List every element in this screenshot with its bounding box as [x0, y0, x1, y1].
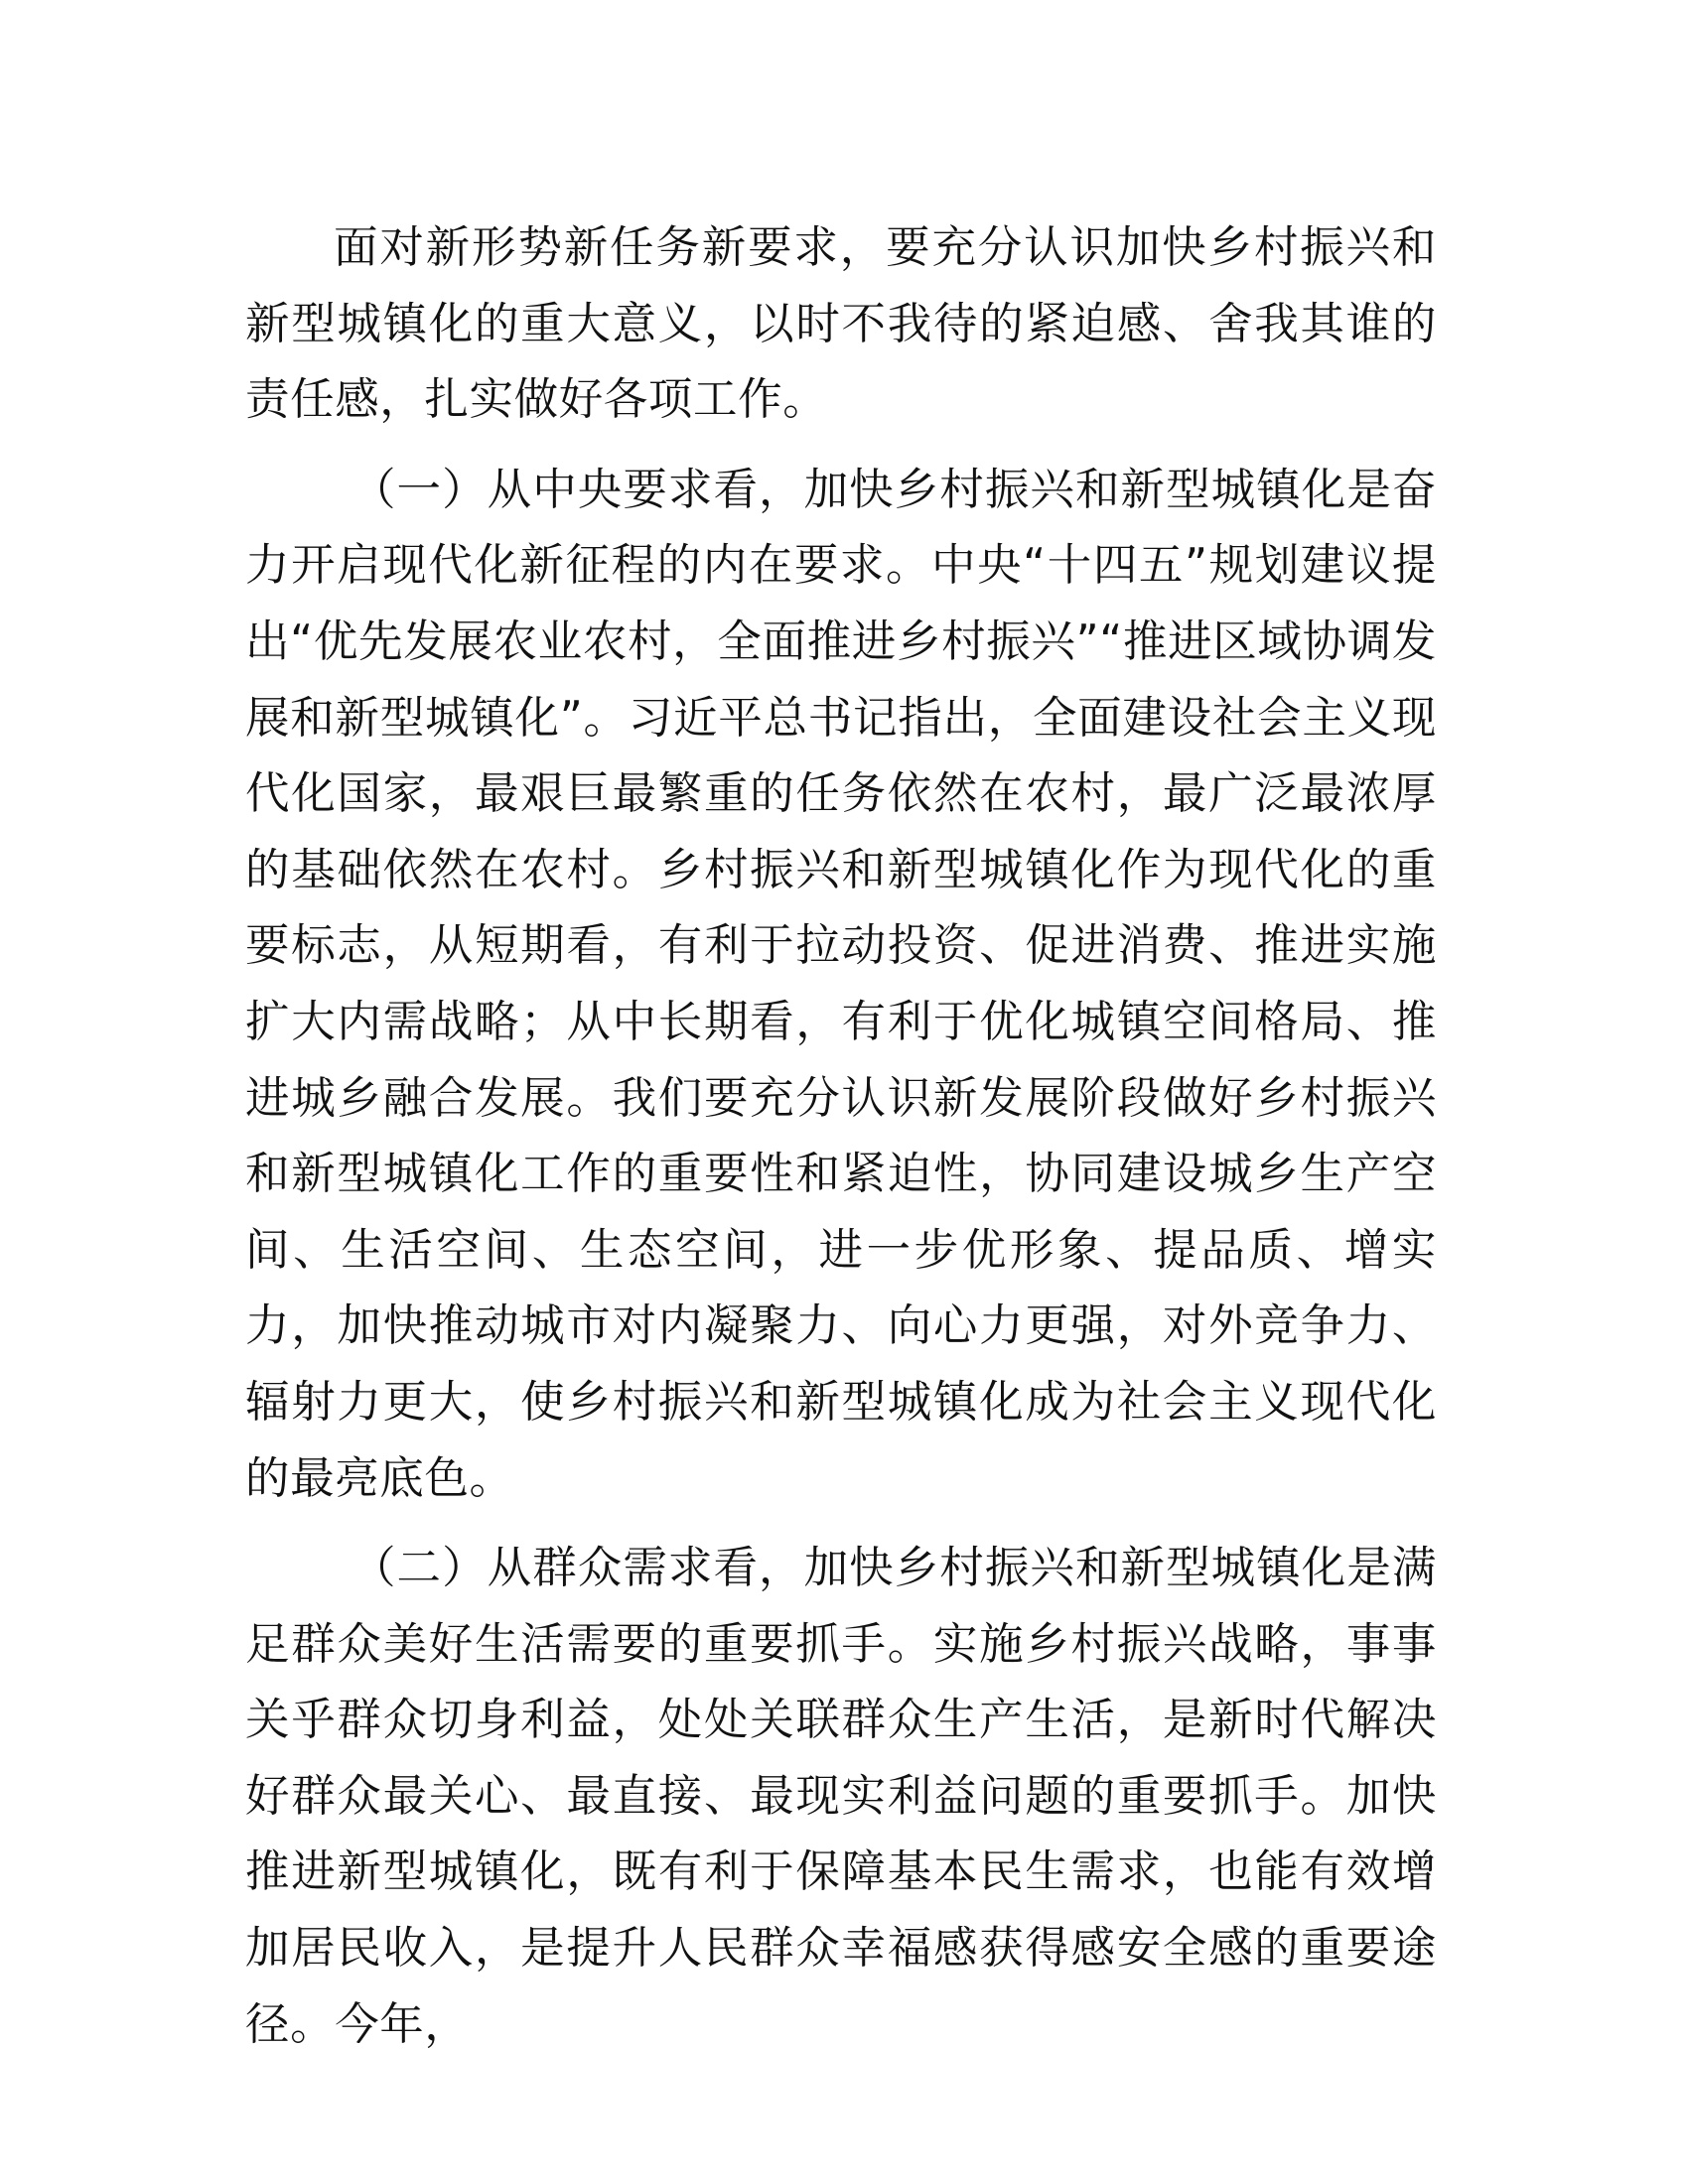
paragraph-intro: 面对新形势新任务新要求，要充分认识加快乡村振兴和新型城镇化的重大意义，以时不我待的紧迫感、舍我其谁的责任感，扎实做好各项工作。: [245, 222, 1437, 426]
document-body: [245, 210, 1437, 2077]
paragraph-public-needs: （二）从群众需求看，加快乡村振兴和新型城镇化是满足群众美好生活需要的重要抓手。实施乡村振兴战略，事事关乎群众切身利益，处处关联群众生产生活，是新时代解决好群众最关心、最直接、最现实利益问题的重要抓手。加快推进新型城镇化，既有利于保障基本民生需求，也能有效增加居民收入，是提升人民群众幸福感获得感安全感的重要途径。今年，: [245, 1543, 1437, 2050]
paragraph-central-requirements: （一）从中央要求看，加快乡村振兴和新型城镇化是奋力开启现代化新征程的内在要求。中央“十四五”规划建议提出“优先发展农业农村，全面推进乡村振兴”“推进区域协调发展和新型城镇化”。习近平总书记指出，全面建设社会主义现代化国家，最艰巨最繁重的任务依然在农村，最广泛最浓厚的基础依然在农村。乡村振兴和新型城镇化作为现代化的重要标志，从短期看，有利于拉动投资、促进消费、推进实施扩大内需战略；从中长期看，有利于优化城镇空间格局、推进城乡融合发展。我们要充分认识新发展阶段做好乡村振兴和新型城镇化工作的重要性和紧迫性，协同建设城乡生产空间、生活空间、生态空间，进一步优形象、提品质、增实力，加快推动城市对内凝聚力、向心力更强，对外竞争力、辐射力更大，使乡村振兴和新型城镇化成为社会主义现代化的最亮底色。: [245, 464, 1437, 1504]
